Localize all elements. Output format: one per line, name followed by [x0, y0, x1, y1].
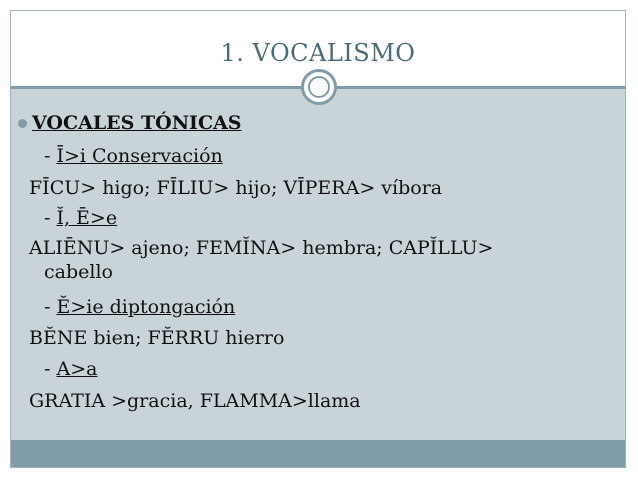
rule-text: Ĭ, Ē>e: [56, 207, 118, 229]
bullet-icon: [18, 119, 27, 128]
rule-line-3: [44, 296, 235, 318]
example-line-2: ALIĒNU> ajeno; FEMĬNA> hembra; CAPĬLLU>: [29, 237, 494, 259]
dash-prefix: -: [44, 358, 57, 380]
footer-band: [11, 440, 625, 467]
example-line-4: GRATIA >gracia, FLAMMA>llama: [29, 390, 361, 412]
example-line-2-continued: cabello: [44, 261, 113, 283]
dash-prefix: -: [44, 207, 57, 229]
slide-title: 1. VOCALISMO: [220, 39, 416, 67]
circle-ornament-icon: [301, 69, 337, 105]
section-heading: VOCALES TÓNICAS: [32, 112, 242, 134]
dash-prefix: -: [44, 145, 57, 167]
rule-text: Ī>i Conservación: [56, 145, 223, 167]
rule-text: A>a: [56, 358, 98, 380]
rule-line-4: [44, 358, 97, 380]
rule-text: Ĕ>ie diptongación: [56, 296, 236, 318]
example-line-1: FĪCU> higo; FĪLIU> hijo; VĪPERA> víbora: [29, 177, 443, 199]
dash-prefix: -: [44, 296, 57, 318]
rule-line-2: [44, 207, 117, 229]
circle-ornament-inner: [308, 76, 330, 98]
example-line-3: BĔNE bien; FĔRRU hierro: [29, 327, 285, 349]
rule-line-1: [44, 145, 223, 167]
